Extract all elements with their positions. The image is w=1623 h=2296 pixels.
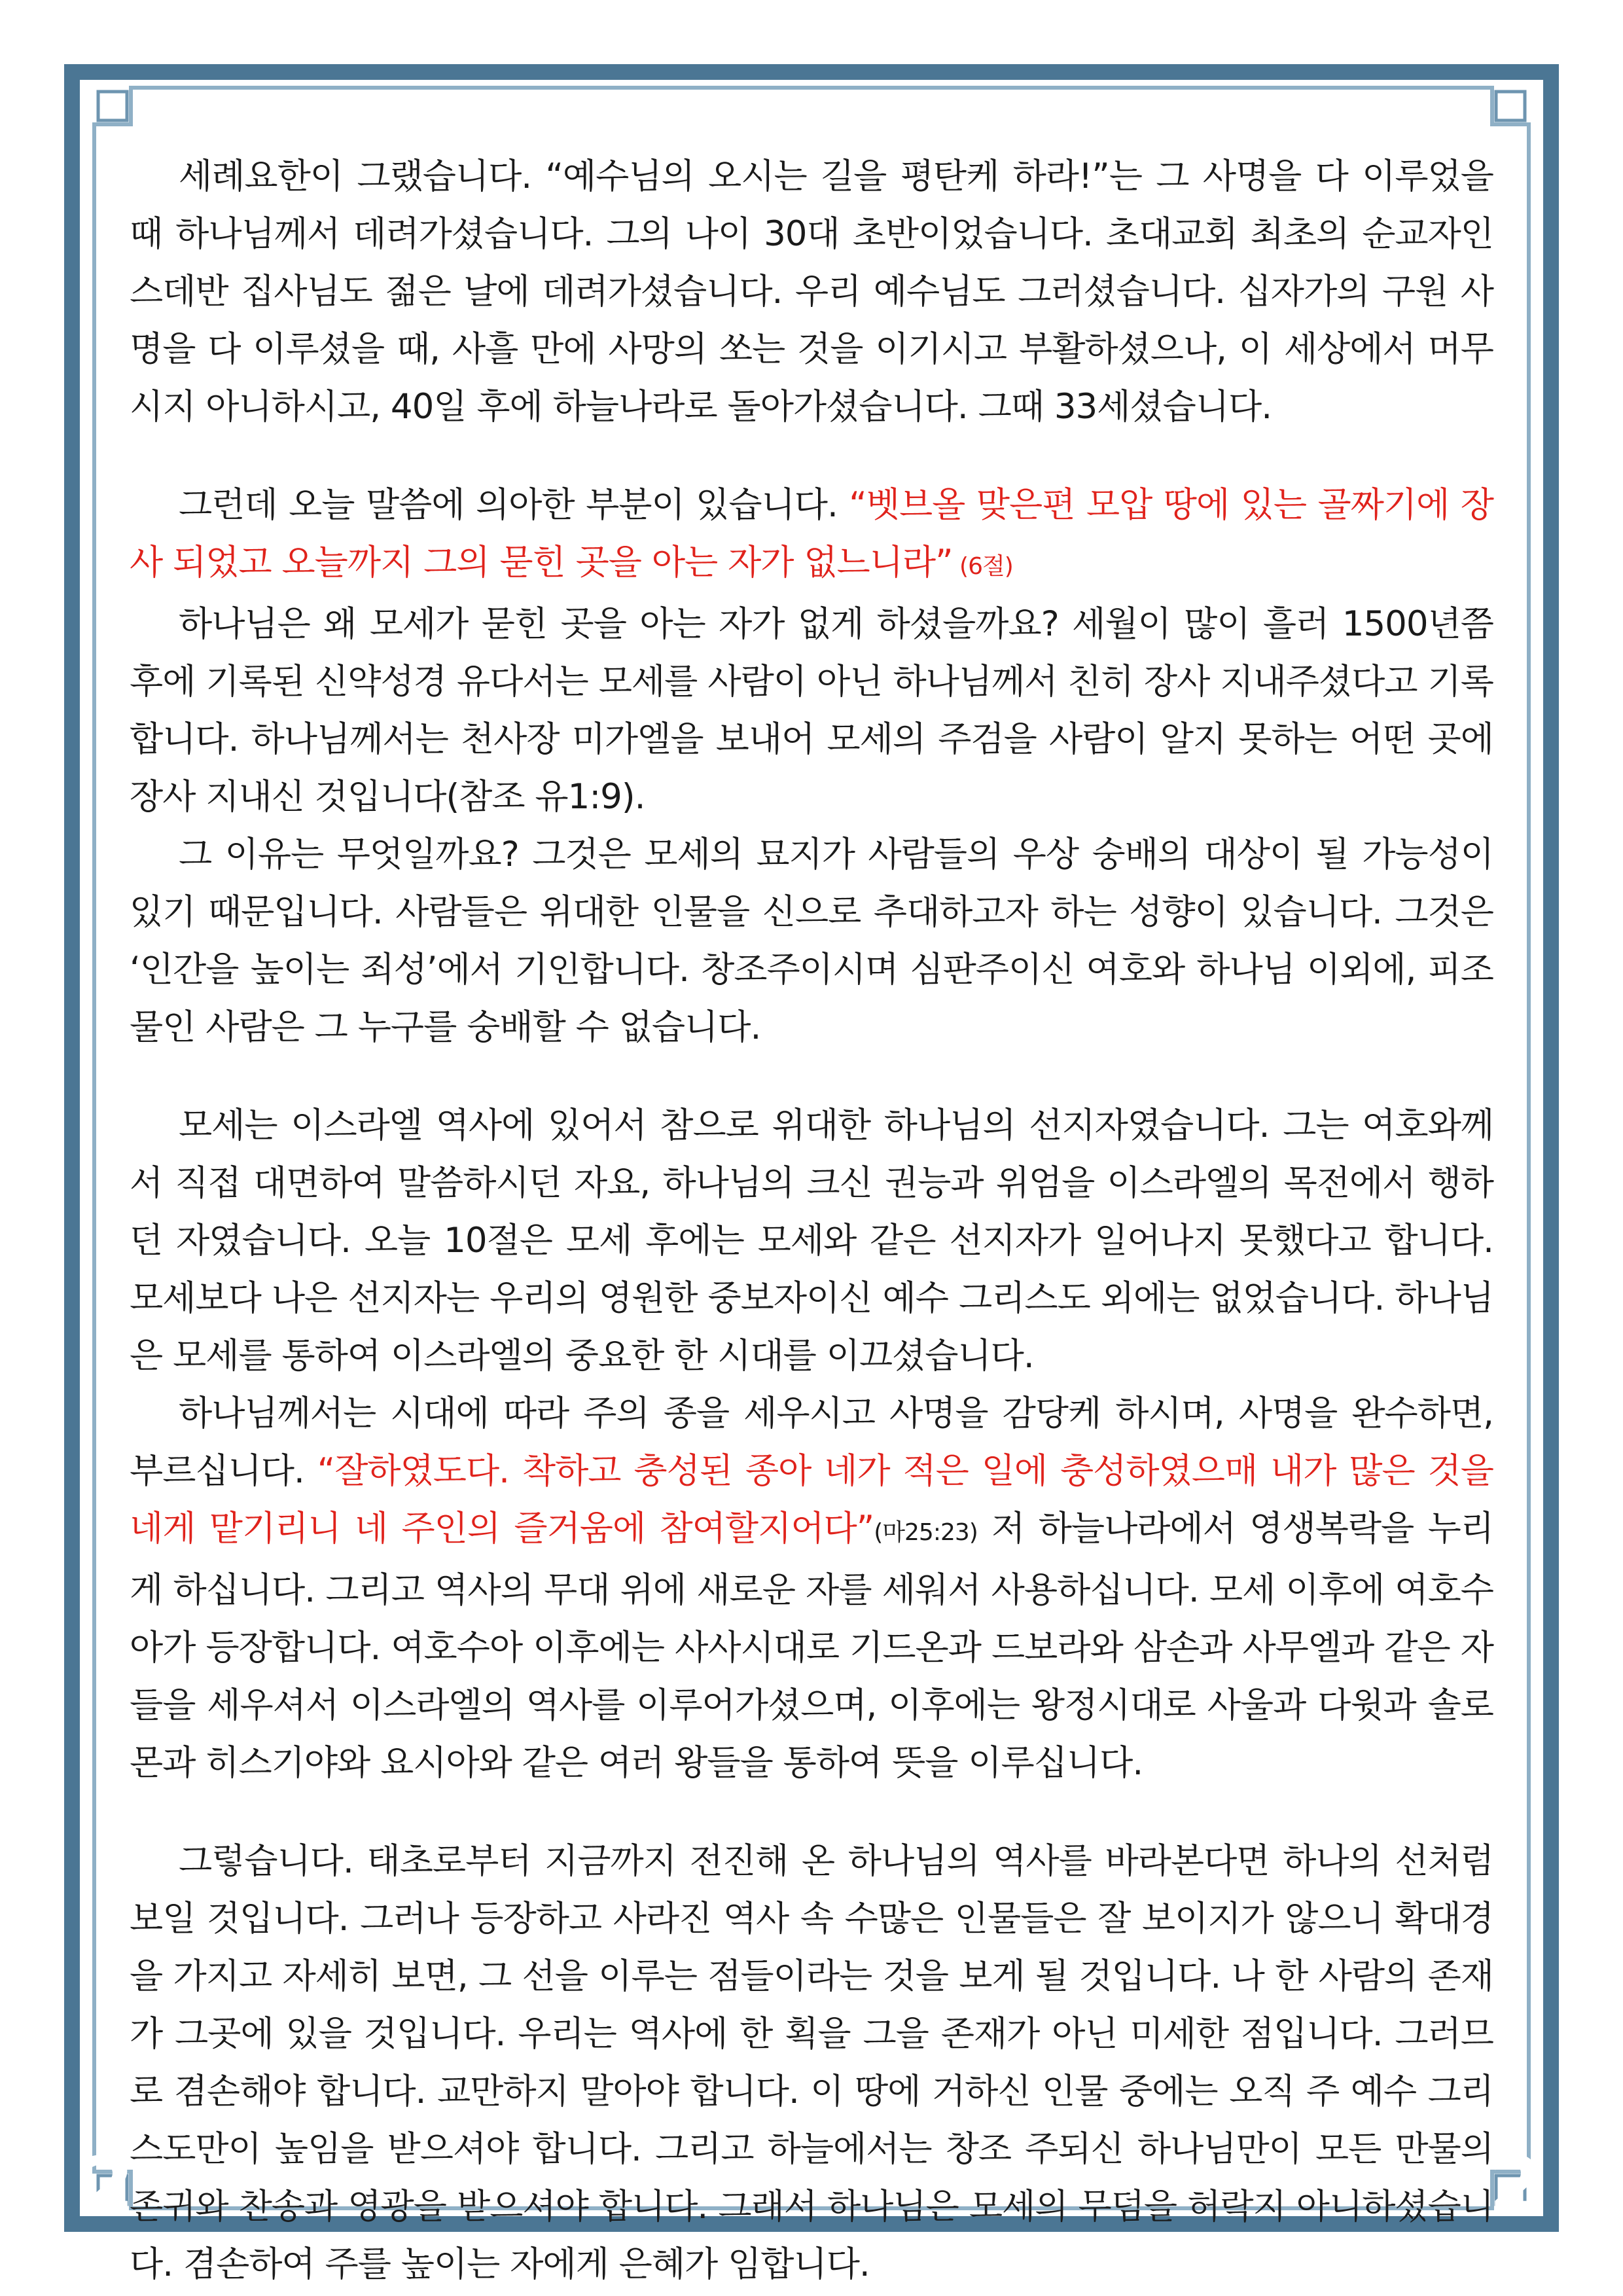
paragraph-4 xyxy=(130,826,1493,1056)
paragraph-1 xyxy=(130,148,1493,436)
paragraph-6 xyxy=(130,1385,1493,1792)
paragraph-text: 하나님은 왜 모세가 묻힌 곳을 아는 자가 없게 하셨을까요? 세월이 많이 흘러 1500년쯤 후에 기록된 신약성경 유다서는 모세를 사람이 아닌 하나님께서 친히 장사 지내주셨다고 기록합니다. 하나님께서는 천사장 미가엘을 보내어 모세의 주검을 사람이 알지 못하는 어떤 곳에 장사 지내신 것입니다(참조 유1:9). xyxy=(130,604,1493,817)
document-body xyxy=(130,148,1493,2293)
paragraph-text: 그런데 오늘 말씀에 의아한 부분이 있습니다. xyxy=(179,485,849,525)
paragraph-5 xyxy=(130,1097,1493,1385)
paragraph-text: 그 이유는 무엇일까요? 그것은 모세의 묘지가 사람들의 우상 숭배의 대상이 될 가능성이 있기 때문입니다. 사람들은 위대한 인물을 신으로 추대하고자 하는 성향이 있습니다. 그것은 ‘인간을 높이는 죄성’에서 기인합니다. 창조주이시며 심판주이신 여호와 하나님 이외에, 피조물인 사람은 그 누구를 숭배할 수 없습니다. xyxy=(130,834,1493,1047)
paragraph-text: 모세는 이스라엘 역사에 있어서 참으로 위대한 하나님의 선지자였습니다. 그는 여호와께서 직접 대면하여 말씀하시던 자요, 하나님의 크신 권능과 위엄을 이스라엘의 목전에서 행하던 자였습니다. 오늘 10절은 모세 후에는 모세와 같은 선지자가 일어나지 못했다고 합니다. 모세보다 나은 선지자는 우리의 영원한 중보자이신 예수 그리스도 외에는 없었습니다. 하나님은 모세를 통하여 이스라엘의 중요한 한 시대를 이끄셨습니다. xyxy=(130,1105,1493,1376)
page-number-right: 2 xyxy=(1488,2140,1543,2230)
scripture-quote: “벳브올 맞은편 모압 땅에 있는 골짜기에 장사 되었고 오늘까지 그의 묻힌 곳을 아는 자가 없느니라” xyxy=(130,485,1493,583)
paragraph-text: 세례요한이 그랬습니다. “예수님의 오시는 길을 평탄케 하라!”는 그 사명을 다 이루었을 때 하나님께서 데려가셨습니다. 그의 나이 30대 초반이었습니다. 초대교회 최초의 순교자인 스데반 집사님도 젊은 날에 데려가셨습니다. 우리 예수님도 그러셨습니다. 십자가의 구원 사명을 다 이루셨을 때, 사흘 만에 사망의 쏘는 것을 이기시고 부활하셨으나, 이 세상에서 머무시지 아니하시고, 40일 후에 하늘나라로 돌아가셨습니다. 그때 33세셨습니다. xyxy=(130,156,1493,427)
paragraph-2 xyxy=(130,476,1493,596)
scripture-quote: “잘하였도다. 착하고 충성된 종아 네가 적은 일에 충성하였으매 내가 많은 것을 네게 맡기리니 네 주인의 즐거움에 참여할지어다” xyxy=(130,1451,1494,1549)
paragraph-7 xyxy=(130,1833,1493,2293)
paragraph-3 xyxy=(130,596,1493,826)
scripture-reference: (6절) xyxy=(952,553,1013,580)
page-number-left: 2 xyxy=(80,2140,135,2230)
scripture-reference: (마25:23) xyxy=(874,1519,978,1546)
paragraph-text: 하나님께서는 시대에 따라 주의 종을 세우시고 사명을 감당케 하시며, 사명을 완수하면, 부르십니다. xyxy=(130,1393,1493,1491)
paragraph-text: 저 하늘나라에서 영생복락을 누리게 하십니다. 그리고 역사의 무대 위에 새로운 자를 세워서 사용하십니다. 모세 이후에 여호수아가 등장합니다. 여호수아 이후에는 사사시대로 기드온과 드보라와 삼손과 사무엘과 같은 자들을 세우셔서 이스라엘의 역사를 이루어가셨으며, 이후에는 왕정시대로 사울과 다윗과 솔로몬과 히스기야와 요시아와 같은 여러 왕들을 통하여 뜻을 이루십니다. xyxy=(130,1509,1493,1783)
paragraph-text: 그렇습니다. 태초로부터 지금까지 전진해 온 하나님의 역사를 바라본다면 하나의 선처럼 보일 것입니다. 그러나 등장하고 사라진 역사 속 수많은 인물들은 잘 보이지가 않으니 확대경을 가지고 자세히 보면, 그 선을 이루는 점들이라는 것을 보게 될 것입니다. 나 한 사람의 존재가 그곳에 있을 것입니다. 우리는 역사에 한 획을 그을 존재가 아닌 미세한 점입니다. 그러므로 겸손해야 합니다. 교만하지 말아야 합니다. 이 땅에 거하신 인물 중에는 오직 주 예수 그리스도만이 높임을 받으셔야 합니다. 그리고 하늘에서는 창조 주되신 하나님만이 모든 만물의 존귀와 찬송과 영광을 받으셔야 합니다. 그래서 하나님은 모세의 무덤을 허락지 아니하셨습니다. 겸손하여 주를 높이는 자에게 은혜가 임합니다. xyxy=(130,1841,1493,2284)
